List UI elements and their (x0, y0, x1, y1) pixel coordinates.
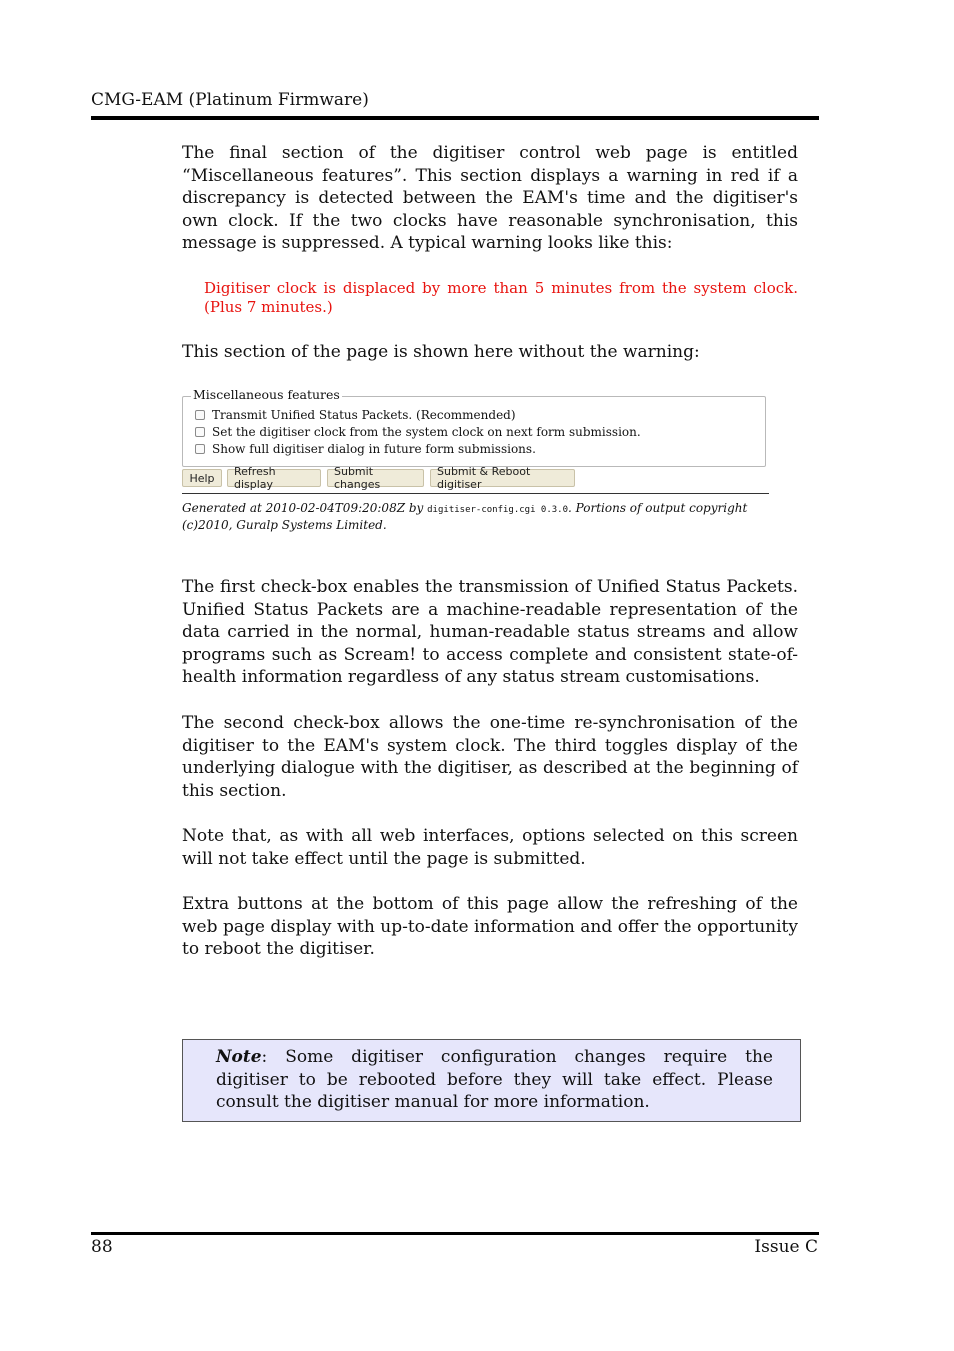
checkbox-row-unified-status[interactable] (195, 408, 516, 422)
header-rule (91, 116, 819, 120)
intro-paragraph: The final section of the digitiser control web page is entitled “Miscellaneous features”. This section displays a warning in red if a discrepancy is detected between the EAM's time and the digitiser's own clock. If the two clocks have reasonable synchronisation, this message is suppressed. A typical warning looks like this: (182, 143, 798, 254)
checkbox-row-show-dialog[interactable] (195, 442, 536, 456)
submit-changes-button[interactable]: Submit changes (327, 469, 424, 487)
help-button[interactable]: Help (182, 469, 222, 487)
checkbox-label: Transmit Unified Status Packets. (Recommended) (212, 408, 516, 422)
page-number: 88 (91, 1237, 113, 1257)
first-checkbox-paragraph: The first check-box enables the transmission of Unified Status Packets. Unified Status Packets are a machine-readable representation of the data carried in the normal, human-readable status streams and allow programs such as Scream! to access complete and consistent state-of-health information regardless of any status stream customisations. (182, 577, 798, 688)
refresh-display-button[interactable]: Refresh display (227, 469, 321, 487)
clock-warning-text: Digitiser clock is displaced by more than 5 minutes from the system clock. (Plus 7 minutes.) (204, 279, 798, 316)
without-warning-paragraph: This section of the page is shown here without the warning: (182, 342, 700, 362)
checkbox-label: Set the digitiser clock from the system clock on next form submission. (212, 425, 641, 439)
note-text (216, 1046, 773, 1114)
form-divider (182, 493, 769, 494)
note-label: Note (216, 1047, 262, 1067)
extra-buttons-paragraph: Extra buttons at the bottom of this page allow the refreshing of the web page display with up-to-date information and offer the opportunity to reboot the digitiser. (182, 894, 798, 960)
issue-label: Issue C (754, 1237, 818, 1257)
unified-status-checkbox[interactable] (195, 410, 205, 420)
show-dialog-checkbox[interactable] (195, 444, 205, 454)
misc-features-legend: Miscellaneous features (193, 387, 340, 402)
submit-reboot-button[interactable]: Submit & Reboot digitiser (430, 469, 575, 487)
checkbox-label: Show full digitiser dialog in future form submissions. (212, 442, 536, 456)
generated-footer (182, 501, 772, 533)
generated-prefix: Generated at 2010-02-04T09:20:08Z by (182, 501, 428, 515)
footer-rule (91, 1232, 819, 1235)
running-header: CMG-EAM (Platinum Firmware) (91, 90, 369, 110)
second-checkbox-paragraph: The second check-box allows the one-time re-synchronisation of the digitiser to the EAM's system clock. The third toggles display of the underlying dialogue with the digitiser, as described at the beginning of this section. (182, 713, 798, 801)
checkbox-row-set-clock[interactable] (195, 425, 641, 439)
note-body: : Some digitiser configuration changes require the digitiser to be rebooted before they will take effect. Please consult the digitiser manual for more information. (216, 1047, 773, 1113)
generated-suffix: . Portions of output copyright (c)2010, Guralp Systems Limited. (182, 501, 748, 532)
program-name: digitiser-config.cgi 0.3.0 (427, 505, 569, 515)
set-clock-checkbox[interactable] (195, 427, 205, 437)
submit-note-paragraph: Note that, as with all web interfaces, options selected on this screen will not take effect until the page is submitted. (182, 826, 798, 869)
